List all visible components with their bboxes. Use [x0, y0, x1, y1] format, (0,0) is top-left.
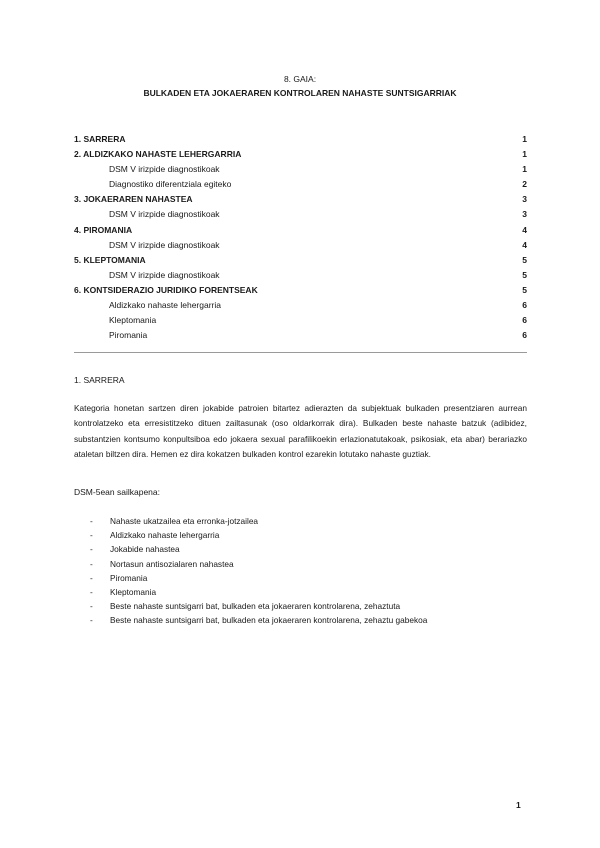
list-item-text: Beste nahaste suntsigarri bat, bulkaden eta jokaeraren kontrolarena, zehaztu gabekoa [110, 615, 428, 626]
intro-paragraph: Kategoria honetan sartzen diren jokabide patroien bitartez adierazten da subjektuak bulkaden presentziaren aurrean kontrolatzeko eta erresistitzeko dituen zailtasunak (oso oldarkorrak dira). Bulkaden beste nahaste batzuk (adibidez, substantzien kontsumo konpultsiboa edo jokaera sexual parafilikoekin erlazionatutakoak, psikosiak, eta abar) berariazko ataletan biltzen dira. Hemen ez dira kokatzen bulkaden kontrol ezarekin lotutako nahaste guztiak. [74, 403, 527, 460]
chapter-label: 8. GAIA: [283, 74, 317, 84]
toc-entry-page: 6 [522, 330, 527, 341]
list-item [90, 542, 510, 556]
toc-entry-piromania-sub[interactable] [74, 328, 527, 343]
toc-entry-text: DSM V irizpide diagnostikoak [109, 209, 220, 220]
toc-entry-text: DSM V irizpide diagnostikoak [109, 164, 220, 175]
toc-entry-page: 3 [522, 209, 527, 220]
list-item [90, 528, 510, 542]
page-number: 1 [516, 800, 521, 810]
toc-entry-dsm-irizpideak[interactable] [74, 207, 527, 222]
toc-entry-page: 1 [522, 149, 527, 160]
toc-entry-piromania[interactable] [74, 223, 527, 238]
toc-entry-text: 4. PIROMANIA [74, 224, 133, 235]
toc-entry-text: DSM V irizpide diagnostikoak [109, 269, 220, 280]
toc-entry-jokaeraren-nahastea[interactable] [74, 192, 527, 207]
toc-entry-page: 2 [522, 179, 527, 190]
dsm-classification-list [90, 514, 510, 628]
toc-entry-kleptomania-sub[interactable] [74, 313, 527, 328]
list-bullet: - [90, 544, 93, 555]
toc-entry-aldizkako-lehergarria[interactable] [74, 298, 527, 313]
toc-entry-dsm-irizpideak[interactable] [74, 268, 527, 283]
list-bullet: - [90, 586, 93, 597]
toc-entry-text: 5. KLEPTOMANIA [74, 254, 146, 265]
toc-entry-page: 3 [522, 194, 527, 205]
toc-entry-dsm-irizpideak[interactable] [74, 162, 527, 177]
toc-entry-page: 4 [522, 239, 527, 250]
list-item-text: Beste nahaste suntsigarri bat, bulkaden eta jokaeraren kontrolarena, zehaztuta [110, 601, 401, 612]
list-bullet: - [90, 572, 93, 583]
list-item [90, 571, 510, 585]
toc-entry-text: 1. SARRERA [74, 134, 126, 144]
toc-entry-kleptomania[interactable] [74, 253, 527, 268]
list-bullet: - [90, 601, 93, 612]
document-title: BULKADEN ETA JOKAERAREN KONTROLAREN NAHASTE SUNTSIGARRIAK [143, 88, 457, 98]
toc-entry-text: DSM V irizpide diagnostikoak [109, 239, 220, 250]
table-of-contents [74, 132, 527, 343]
list-item-text: Nortasun antisozialaren nahastea [110, 558, 234, 569]
list-bullet: - [90, 615, 93, 626]
list-item [90, 557, 510, 571]
toc-entry-text: 3. JOKAERAREN NAHASTEA [74, 194, 193, 205]
list-item [90, 613, 510, 627]
list-bullet: - [90, 516, 93, 526]
list-item-text: Jokabide nahastea [110, 544, 180, 555]
list-item [90, 599, 510, 613]
toc-entry-page: 6 [522, 300, 527, 311]
list-item [90, 514, 510, 528]
toc-entry-diagnostiko-diferentziala[interactable] [74, 177, 527, 192]
dsm-classification-heading: DSM-5ean sailkapena: [74, 487, 160, 497]
list-bullet: - [90, 530, 93, 541]
toc-entry-page: 1 [522, 164, 527, 175]
section-heading: 1. SARRERA [74, 375, 125, 385]
toc-entry-text: Piromania [109, 330, 148, 341]
toc-entry-page: 5 [522, 284, 527, 295]
list-item [90, 585, 510, 599]
toc-entry-page: 1 [522, 134, 527, 144]
toc-entry-text: Aldizkako nahaste lehergarria [109, 300, 221, 311]
list-item-text: Aldizkako nahaste lehergarria [110, 530, 220, 541]
toc-entry-aldizkako-nahaste[interactable] [74, 147, 527, 162]
list-bullet: - [90, 558, 93, 569]
toc-entry-sarrera[interactable] [74, 132, 527, 147]
list-item-text: Piromania [110, 572, 148, 583]
toc-entry-kontsiderazio-juridiko[interactable] [74, 283, 527, 298]
toc-entry-text: 2. ALDIZKAKO NAHASTE LEHERGARRIA [74, 149, 242, 160]
toc-entry-page: 5 [522, 269, 527, 280]
toc-entry-text: Diagnostiko diferentziala egiteko [109, 179, 232, 190]
toc-entry-text: Kleptomania [109, 315, 157, 326]
toc-divider [74, 352, 527, 353]
list-item-text: Nahaste ukatzailea eta erronka-jotzailea [110, 516, 259, 526]
toc-entry-page: 5 [522, 254, 527, 265]
toc-entry-page: 6 [522, 315, 527, 326]
toc-entry-text: 6. KONTSIDERAZIO JURIDIKO FORENTSEAK [74, 284, 258, 295]
list-item-text: Kleptomania [110, 586, 157, 597]
toc-entry-dsm-irizpideak[interactable] [74, 238, 527, 253]
toc-entry-page: 4 [522, 224, 527, 235]
